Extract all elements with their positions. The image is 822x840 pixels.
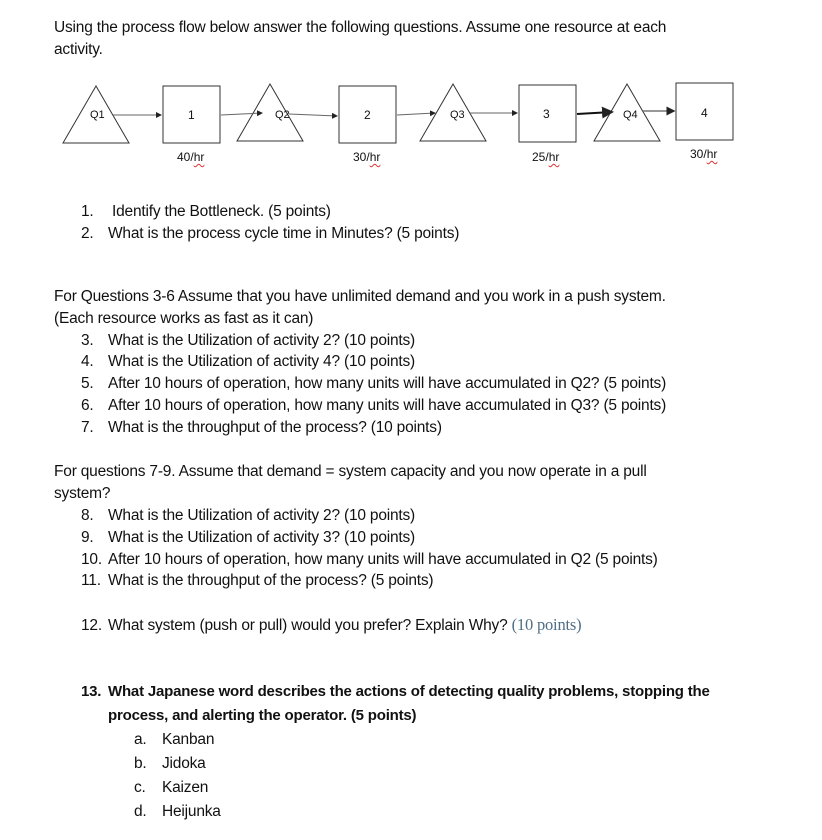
question-12: 12. What system (push or pull) would you prefer? Explain Why? (10 points) <box>81 615 582 634</box>
section2-intro-2: (Each resource works as fast as it can) <box>54 310 314 327</box>
question-13-line-1: 13. What Japanese word describes the actions of detecting quality problems, stopping the <box>81 683 710 700</box>
queue-q3-label: Q3 <box>450 109 465 121</box>
activity-1-label: 1 <box>188 108 195 122</box>
question-12-points: (10 points) <box>511 615 582 634</box>
option-d: d. Heijunka <box>134 803 221 820</box>
question-11: 11. What is the throughput of the process? (5 points) <box>81 572 434 589</box>
arrow-q2-to-2 <box>289 114 337 116</box>
option-b: b. Jidoka <box>134 755 206 772</box>
question-7: 7. What is the throughput of the process? (10 points) <box>81 419 442 436</box>
option-a: a. Kanban <box>134 731 215 748</box>
activity-4-label: 4 <box>701 106 708 120</box>
question-5: 5. After 10 hours of operation, how many units will have accumulated in Q2? (5 points) <box>81 375 667 392</box>
question-9: 9. What is the Utilization of activity 3? (10 points) <box>81 529 416 546</box>
activity-2-label: 2 <box>364 108 371 122</box>
process-flow-shapes <box>0 0 822 190</box>
queue-q2-label: Q2 <box>275 109 290 121</box>
option-c: c. Kaizen <box>134 779 209 796</box>
section3-intro-1: For questions 7-9. Assume that demand = system capacity and you now operate in a pull <box>54 463 647 480</box>
intro-line-2: activity. <box>54 41 103 58</box>
question-4: 4. What is the Utilization of activity 4? (10 points) <box>81 353 416 370</box>
section3-intro-2: system? <box>54 485 111 502</box>
queue-q1-label: Q1 <box>90 109 105 121</box>
activity-1-rate: 40/hr <box>177 150 205 164</box>
queue-q4-label: Q4 <box>623 109 638 121</box>
question-2: 2. What is the process cycle time in Minutes? (5 points) <box>81 225 460 242</box>
process-flow-diagram <box>0 0 822 190</box>
activity-4-rate: 30/hr <box>690 147 718 161</box>
intro-line-1: Using the process flow below answer the following questions. Assume one resource at each <box>54 19 667 36</box>
question-3: 3. What is the Utilization of activity 2? (10 points) <box>81 332 416 349</box>
arrow-2-to-q3 <box>397 113 435 115</box>
question-10: 10. After 10 hours of operation, how many units will have accumulated in Q2 (5 points) <box>81 551 658 568</box>
arrow-3-to-q4 <box>577 112 612 114</box>
question-1: 1. Identify the Bottleneck. (5 points) <box>81 203 331 220</box>
queue-q2-triangle <box>237 84 303 141</box>
question-6: 6. After 10 hours of operation, how many units will have accumulated in Q3? (5 points) <box>81 397 667 414</box>
arrow-1-to-q2 <box>221 113 262 115</box>
question-13-line-2: process, and alerting the operator. (5 points) <box>108 707 417 724</box>
activity-2-rate: 30/hr <box>353 150 381 164</box>
activity-3-label: 3 <box>543 107 550 121</box>
question-8: 8. What is the Utilization of activity 2? (10 points) <box>81 507 416 524</box>
activity-3-rate: 25/hr <box>532 150 560 164</box>
section2-intro-1: For Questions 3-6 Assume that you have unlimited demand and you work in a push system. <box>54 288 666 305</box>
